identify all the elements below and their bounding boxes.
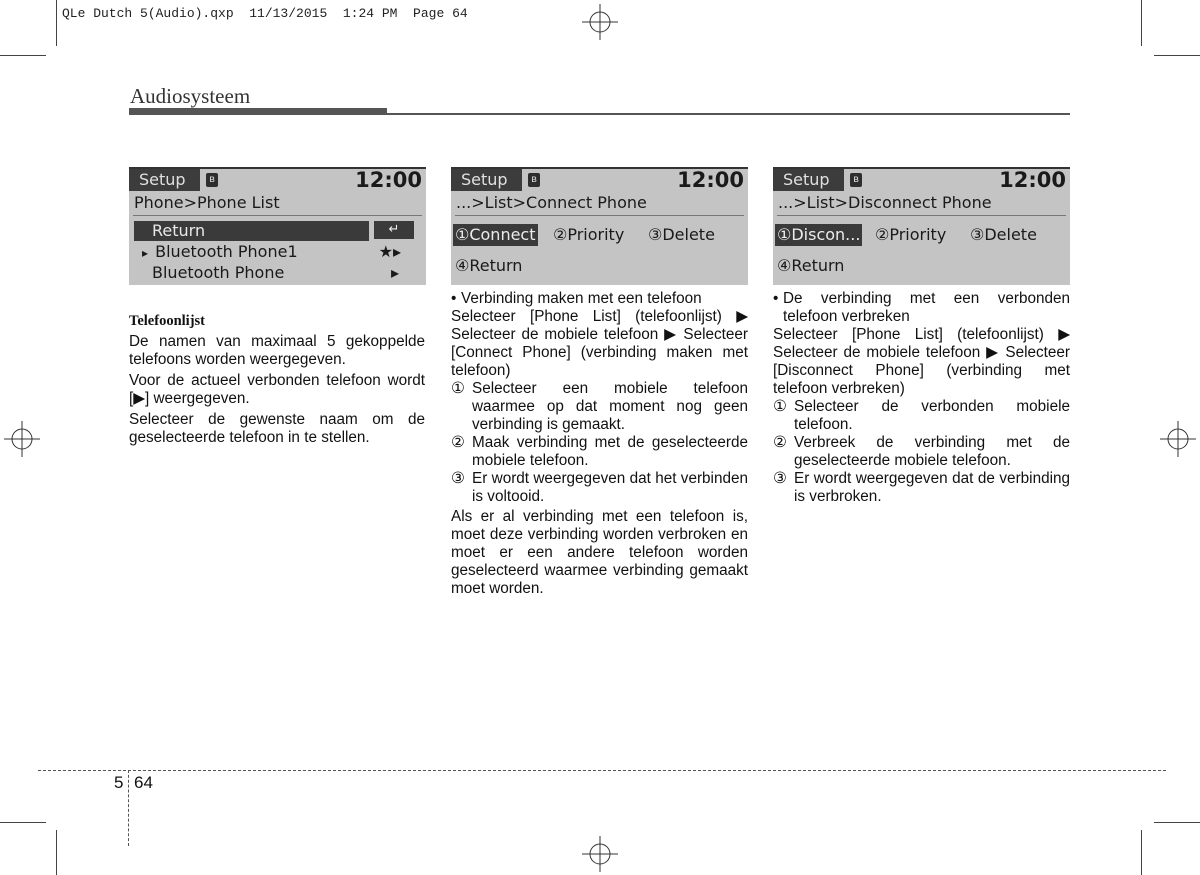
paragraph: Selecteer [Phone List] (telefoonlijst) ▶ Selecteer de mobiele telefoon ▶ Selecteer [Connect Phone] (verbinding maken met telefoon) xyxy=(451,308,748,379)
section-rule-thick xyxy=(129,108,387,115)
crop-mark xyxy=(56,830,57,875)
bullet-heading xyxy=(773,290,1070,326)
screen-path: ...>List>Connect Phone xyxy=(456,193,647,212)
crop-mark xyxy=(0,822,46,823)
crop-mark xyxy=(1154,55,1200,56)
paragraph: Voor de actueel verbonden telefoon wordt [▶] weergegeven. xyxy=(129,372,425,407)
registration-mark-icon xyxy=(1160,421,1196,457)
screen-divider xyxy=(133,215,422,216)
step-item xyxy=(451,380,748,434)
column-disconnect xyxy=(773,290,1070,506)
section-title: Audiosysteem xyxy=(130,84,251,108)
paragraph: Selecteer de gewenste naam om de geselecteerde telefoon in te stellen. xyxy=(129,411,425,446)
connected-pointer-icon: ▸ xyxy=(142,246,149,260)
return-arrow-icon[interactable]: ↵ xyxy=(374,221,414,239)
screen-path: Phone>Phone List xyxy=(134,193,280,212)
screen-clock: 12:00 xyxy=(355,168,422,192)
phone-list-row-bluetooth-phone[interactable] xyxy=(134,263,421,283)
paragraph: Selecteer [Phone List] (telefoonlijst) ▶ Selecteer de mobiele telefoon ▶ Selecteer [Disconnect Phone] (verbinding met telefoon verbreken) xyxy=(773,326,1070,397)
paragraph: De namen van maximaal 5 gekoppelde telefoons worden weergegeven. xyxy=(129,333,425,368)
column-phone-list xyxy=(129,312,425,447)
step-text: Selecteer een mobiele telefoon waarmee op dat moment nog geen verbinding is gemaakt. xyxy=(472,380,748,433)
option-priority[interactable]: ②Priority xyxy=(553,225,625,244)
paragraph: Als er al verbinding met een telefoon is, moet deze verbinding worden verbroken en moet er een andere telefoon worden geselecteerd waarmee verbinding gemaakt moet worden. xyxy=(451,508,748,597)
chevron-right-icon: ▸ xyxy=(390,263,399,282)
step-number: ② xyxy=(773,434,787,451)
step-item xyxy=(773,398,1070,434)
favorite-star-icon: ★▸ xyxy=(378,242,401,261)
step-text: Maak verbinding met de geselecteerde mobiele telefoon. xyxy=(472,434,748,469)
heading-telefoonlijst: Telefoonlijst xyxy=(129,313,205,329)
footer-page-number: 64 xyxy=(134,773,153,792)
option-delete[interactable]: ③Delete xyxy=(970,225,1037,244)
step-number: ③ xyxy=(451,470,465,487)
phone-list-row-return[interactable] xyxy=(134,221,369,241)
registration-mark-icon xyxy=(582,836,618,872)
step-number: ② xyxy=(451,434,465,451)
footer-section-number: 5 xyxy=(114,773,124,792)
option-disconnect[interactable]: ①Discon... xyxy=(777,225,861,244)
step-item xyxy=(451,470,748,506)
screen-disconnect-phone xyxy=(773,167,1070,285)
screen-divider xyxy=(455,215,744,216)
bullet-text: De verbinding met een verbonden telefoon verbreken xyxy=(783,290,1070,325)
crop-mark xyxy=(56,0,57,46)
step-number: ③ xyxy=(773,470,787,487)
row-label: Bluetooth Phone1 xyxy=(155,242,298,261)
footer-dashed-rule xyxy=(38,770,1166,771)
bullet-icon: • xyxy=(451,290,457,307)
step-item xyxy=(773,434,1070,470)
screen-clock: 12:00 xyxy=(999,168,1066,192)
crop-mark xyxy=(1141,830,1142,875)
bullet-icon: • xyxy=(773,290,779,307)
crop-mark xyxy=(0,55,46,56)
crop-mark xyxy=(1141,0,1142,46)
option-return[interactable]: ④Return xyxy=(777,256,845,275)
screen-title: Setup xyxy=(773,169,844,191)
option-return[interactable]: ④Return xyxy=(455,256,523,275)
step-item xyxy=(451,434,748,470)
bluetooth-icon: ʙ xyxy=(850,173,862,187)
step-text: Selecteer de verbonden mobiele telefoon. xyxy=(794,398,1070,433)
screen-title: Setup xyxy=(129,169,200,191)
registration-mark-icon xyxy=(582,4,618,40)
option-connect[interactable]: ①Connect xyxy=(455,225,536,244)
section-rule-thin xyxy=(387,113,1070,115)
footer-dashed-divider xyxy=(128,770,129,846)
step-text: Er wordt weergegeven dat de verbinding is verbroken. xyxy=(794,470,1070,505)
screen-connect-phone xyxy=(451,167,748,285)
crop-mark xyxy=(1154,822,1200,823)
step-text: Er wordt weergegeven dat het verbinden is voltooid. xyxy=(472,470,748,505)
screen-phone-list xyxy=(129,167,426,285)
step-text: Verbreek de verbinding met de geselecteerde mobiele telefoon. xyxy=(794,434,1070,469)
print-header: QLe Dutch 5(Audio).qxp 11/13/2015 1:24 PM Page 64 xyxy=(62,6,468,21)
step-number: ① xyxy=(451,380,465,397)
bullet-heading xyxy=(451,290,748,308)
step-number: ① xyxy=(773,398,787,415)
bluetooth-icon: ʙ xyxy=(206,173,218,187)
option-priority[interactable]: ②Priority xyxy=(875,225,947,244)
column-connect xyxy=(451,290,748,598)
registration-mark-icon xyxy=(4,421,40,457)
bluetooth-icon: ʙ xyxy=(528,173,540,187)
screen-clock: 12:00 xyxy=(677,168,744,192)
bullet-text: Verbinding maken met een telefoon xyxy=(461,290,702,307)
screen-divider xyxy=(777,215,1066,216)
option-delete[interactable]: ③Delete xyxy=(648,225,715,244)
screen-title: Setup xyxy=(451,169,522,191)
step-item xyxy=(773,470,1070,506)
row-label: Bluetooth Phone xyxy=(152,263,285,282)
row-label: Return xyxy=(152,221,206,240)
screen-path: ...>List>Disconnect Phone xyxy=(778,193,992,212)
phone-list-row-bluetooth-phone1[interactable] xyxy=(134,242,421,262)
